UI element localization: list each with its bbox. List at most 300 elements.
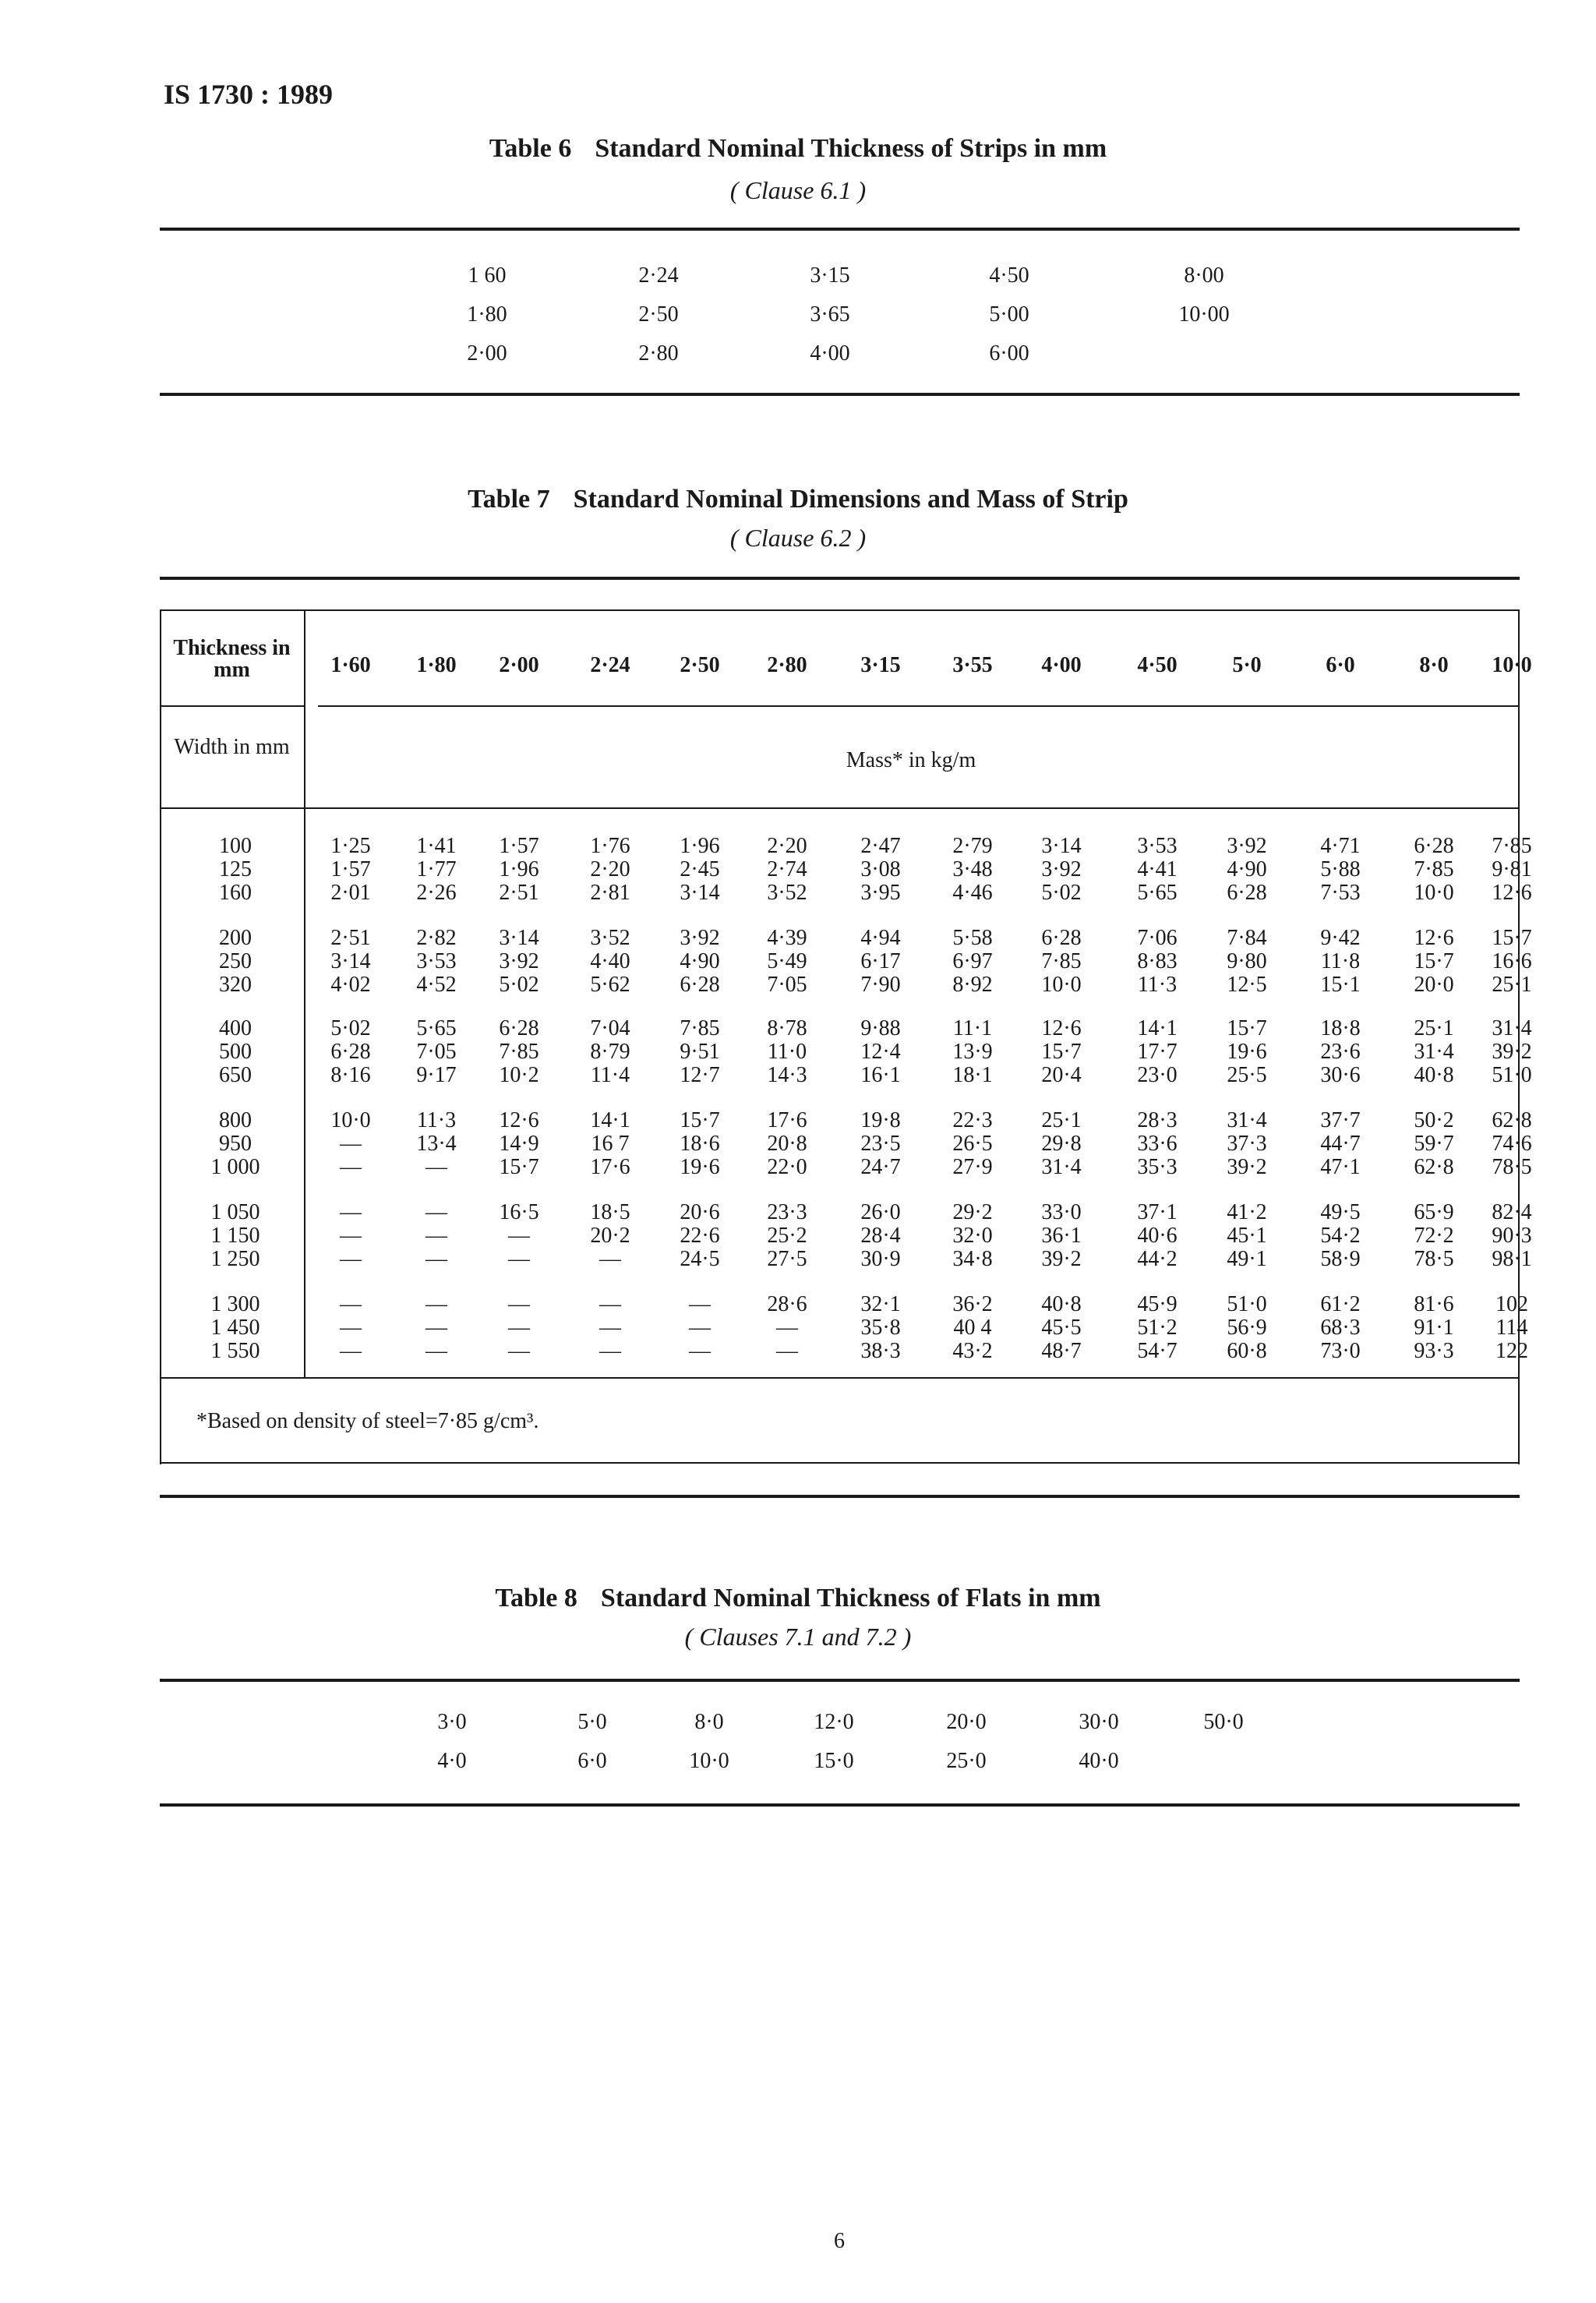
mass-cell: 14·1 — [1137, 1016, 1178, 1040]
page-number: 6 — [834, 2229, 845, 2253]
table6-cell: 2·50 — [638, 302, 679, 327]
mass-cell: 33·6 — [1137, 1132, 1178, 1156]
mass-cell: 6·28 — [1041, 926, 1082, 950]
table8-label: Table 8 — [495, 1584, 577, 1612]
table8-cell: 12·0 — [814, 1710, 854, 1734]
mass-cell: — — [340, 1224, 362, 1248]
mass-cell: 6·28 — [680, 973, 720, 997]
thickness-col-header: 5·0 — [1232, 653, 1262, 677]
mass-cell: 5·49 — [767, 949, 807, 973]
mass-cell: 7·05 — [416, 1040, 457, 1064]
mass-cell: — — [689, 1339, 711, 1363]
table8-title: Standard Nominal Thickness of Flats in mm — [600, 1584, 1101, 1612]
mass-cell: 17·6 — [767, 1108, 807, 1132]
mass-cell: 11·4 — [590, 1063, 630, 1087]
mass-cell: 3·48 — [952, 857, 993, 881]
mass-cell: 1·57 — [330, 857, 371, 881]
mass-cell: — — [340, 1316, 362, 1340]
mass-cell: 37·3 — [1227, 1132, 1267, 1156]
mass-cell: 2·20 — [767, 834, 807, 858]
mass-cell: 1·76 — [590, 834, 630, 858]
mass-cell: 51·2 — [1137, 1316, 1178, 1340]
mass-cell: 2·26 — [416, 881, 457, 905]
mass-cell: 2·82 — [416, 926, 457, 950]
mass-cell: 1·77 — [416, 857, 457, 881]
mass-cell: — — [689, 1292, 711, 1316]
mass-cell: — — [776, 1316, 798, 1340]
table7-frame-top — [160, 609, 1520, 611]
mass-cell: 2·51 — [330, 926, 371, 950]
mass-cell: 43·2 — [952, 1339, 993, 1363]
mass-cell: 12·6 — [1041, 1016, 1082, 1040]
mass-cell: 8·83 — [1137, 949, 1178, 973]
mass-cell: 39·2 — [1492, 1040, 1532, 1064]
mass-cell: 3·53 — [416, 949, 457, 973]
mass-cell: 3·52 — [590, 926, 630, 950]
table6-cell: 2·80 — [638, 341, 679, 366]
mass-cell: 23·0 — [1137, 1063, 1178, 1087]
width-cell: 950 — [219, 1132, 252, 1156]
table6-cell: 10·00 — [1178, 302, 1230, 327]
mass-cell: 25·1 — [1414, 1016, 1454, 1040]
mass-cell: 2·51 — [499, 881, 539, 905]
mass-cell: 7·05 — [767, 973, 807, 997]
width-cell: 160 — [219, 881, 252, 905]
mass-cell: 40 4 — [953, 1316, 992, 1340]
mass-cell: 3·52 — [767, 881, 807, 905]
mass-cell: 3·14 — [1041, 834, 1082, 858]
mass-cell: 1·57 — [499, 834, 539, 858]
mass-cell: 5·02 — [330, 1016, 371, 1040]
mass-cell: — — [425, 1155, 447, 1179]
mass-cell: 98·1 — [1492, 1247, 1532, 1271]
table6-top-rule — [160, 228, 1520, 231]
mass-cell: 31·4 — [1041, 1155, 1082, 1179]
table6-cell: 1 60 — [468, 263, 507, 288]
table7-title: Standard Nominal Dimensions and Mass of Strip — [573, 485, 1128, 514]
mass-cell: 12·6 — [1492, 881, 1532, 905]
mass-cell: — — [425, 1200, 447, 1224]
mass-cell: 10·0 — [330, 1108, 371, 1132]
mass-cell: — — [508, 1224, 530, 1248]
table7-clause: ( Clause 6.2 ) — [729, 524, 867, 552]
mass-cell: 27·5 — [767, 1247, 807, 1271]
mass-cell: 20·6 — [680, 1200, 720, 1224]
mass-cell: 7·84 — [1227, 926, 1267, 950]
mass-cell: 15·7 — [1492, 926, 1532, 950]
table6-cell: 8·00 — [1184, 263, 1224, 288]
mass-cell: 58·9 — [1320, 1247, 1361, 1271]
table7-bottom-rule — [160, 1495, 1520, 1498]
table8-cell: 5·0 — [577, 1710, 607, 1734]
table7-footnote: *Based on density of steel=7·85 g/cm³. — [196, 1409, 539, 1433]
width-cell: 1 450 — [210, 1316, 260, 1340]
mass-cell: 78·5 — [1414, 1247, 1454, 1271]
mass-cell: 6·28 — [1227, 881, 1267, 905]
mass-cell: 34·8 — [952, 1247, 993, 1271]
mass-cell: 5·88 — [1320, 857, 1361, 881]
mass-cell: 4·52 — [416, 973, 457, 997]
table6-caption — [0, 134, 1596, 164]
mass-cell: 31·4 — [1227, 1108, 1267, 1132]
table6-cell: 4·00 — [810, 341, 850, 366]
mass-cell: 31·4 — [1492, 1016, 1532, 1040]
mass-cell: 39·2 — [1227, 1155, 1267, 1179]
mass-cell: 102 — [1495, 1292, 1528, 1316]
table8-cell: 8·0 — [694, 1710, 724, 1734]
mass-cell: 25·2 — [767, 1224, 807, 1248]
table7-stub-rule — [160, 705, 304, 707]
mass-cell: 10·0 — [1414, 881, 1454, 905]
mass-cell: 28·3 — [1137, 1108, 1178, 1132]
mass-cell: 38·3 — [860, 1339, 901, 1363]
mass-cell: 91·1 — [1414, 1316, 1454, 1340]
mass-cell: 28·6 — [767, 1292, 807, 1316]
mass-cell: 4·71 — [1320, 834, 1361, 858]
table7-top-rule — [160, 577, 1520, 580]
mass-cell: 2·47 — [860, 834, 901, 858]
mass-cell: 20·0 — [1414, 973, 1454, 997]
mass-cell: 7·85 — [680, 1016, 720, 1040]
width-cell: 1 250 — [210, 1247, 260, 1271]
thickness-col-header: 2·80 — [767, 653, 807, 677]
mass-cell: 7·85 — [1414, 857, 1454, 881]
mass-cell: 4·41 — [1137, 857, 1178, 881]
mass-cell: 50·2 — [1414, 1108, 1454, 1132]
mass-cell: 22·6 — [680, 1224, 720, 1248]
mass-cell: 6·97 — [952, 949, 993, 973]
mass-cell: 15·7 — [499, 1155, 539, 1179]
mass-cell: 26·0 — [860, 1200, 901, 1224]
mass-cell: 10·2 — [499, 1063, 539, 1087]
mass-cell: 3·92 — [499, 949, 539, 973]
mass-cell: 35·3 — [1137, 1155, 1178, 1179]
table8-cell: 6·0 — [577, 1749, 607, 1773]
table8-top-rule — [160, 1679, 1520, 1682]
mass-cell: 18·8 — [1320, 1016, 1361, 1040]
mass-cell: 32·0 — [952, 1224, 993, 1248]
table8-bottom-rule — [160, 1803, 1520, 1807]
mass-cell: 15·7 — [1414, 949, 1454, 973]
table7-frame-left — [160, 609, 161, 1464]
mass-cell: 3·53 — [1137, 834, 1178, 858]
mass-cell: — — [340, 1247, 362, 1271]
mass-cell: 20·8 — [767, 1132, 807, 1156]
thickness-col-header: 2·50 — [680, 653, 720, 677]
mass-cell: 8·92 — [952, 973, 993, 997]
mass-cell: — — [425, 1292, 447, 1316]
mass-cell: 36·2 — [952, 1292, 993, 1316]
mass-cell: 45·9 — [1137, 1292, 1178, 1316]
thickness-col-header: 1·60 — [330, 653, 371, 677]
mass-cell: 7·85 — [1492, 834, 1532, 858]
table8-cell: 3·0 — [437, 1710, 467, 1734]
mass-cell: 4·40 — [590, 949, 630, 973]
mass-cell: 39·2 — [1041, 1247, 1082, 1271]
mass-cell: 26·5 — [952, 1132, 993, 1156]
mass-cell: 3·92 — [1227, 834, 1267, 858]
mass-cell: 23·5 — [860, 1132, 901, 1156]
mass-cell: 12·4 — [860, 1040, 901, 1064]
mass-cell: — — [340, 1155, 362, 1179]
mass-cell: 16 7 — [591, 1132, 630, 1156]
mass-cell: 9·51 — [680, 1040, 720, 1064]
mass-cell: 61·2 — [1320, 1292, 1361, 1316]
mass-cell: 2·81 — [590, 881, 630, 905]
mass-cell: 59·7 — [1414, 1132, 1454, 1156]
mass-cell: 5·62 — [590, 973, 630, 997]
mass-cell: — — [425, 1247, 447, 1271]
mass-cell: 1·96 — [499, 857, 539, 881]
thickness-col-header: 1·80 — [416, 653, 457, 677]
mass-cell: 11·3 — [416, 1108, 457, 1132]
mass-cell: 1·25 — [330, 834, 371, 858]
mass-cell: 24·7 — [860, 1155, 901, 1179]
mass-cell: 78·5 — [1492, 1155, 1532, 1179]
mass-cell: 18·1 — [952, 1063, 993, 1087]
mass-cell: 13·4 — [416, 1132, 457, 1156]
table7-caption — [0, 485, 1596, 514]
mass-cell: 40·6 — [1137, 1224, 1178, 1248]
table7-body-rule — [160, 807, 1518, 809]
mass-cell: 11·1 — [952, 1016, 993, 1040]
mass-cell: 7·90 — [860, 973, 901, 997]
mass-cell: 15·7 — [1041, 1040, 1082, 1064]
mass-cell: 23·3 — [767, 1200, 807, 1224]
mass-cell: — — [425, 1339, 447, 1363]
mass-cell: — — [425, 1224, 447, 1248]
width-cell: 1 050 — [210, 1200, 260, 1224]
mass-cell: 3·14 — [330, 949, 371, 973]
mass-cell: — — [340, 1339, 362, 1363]
mass-cell: 122 — [1495, 1339, 1528, 1363]
mass-cell: 3·92 — [680, 926, 720, 950]
document-id: IS 1730 : 1989 — [164, 79, 334, 110]
mass-cell: 3·95 — [860, 881, 901, 905]
table6-cell: 1·80 — [467, 302, 507, 327]
thickness-col-header: 4·50 — [1137, 653, 1178, 677]
mass-cell: 62·8 — [1492, 1108, 1532, 1132]
table8-cell: 15·0 — [814, 1749, 854, 1773]
width-cell: 1 300 — [210, 1292, 260, 1316]
table8-cell: 10·0 — [689, 1749, 729, 1773]
mass-cell: 7·85 — [499, 1040, 539, 1064]
mass-cell: 4·94 — [860, 926, 901, 950]
table7-foot-rule — [160, 1377, 1518, 1379]
mass-cell: 44·7 — [1320, 1132, 1361, 1156]
mass-cell: 44·2 — [1137, 1247, 1178, 1271]
mass-cell: 54·7 — [1137, 1339, 1178, 1363]
mass-cell: 18·5 — [590, 1200, 630, 1224]
mass-cell: 5·02 — [1041, 881, 1082, 905]
thickness-col-header: 6·0 — [1326, 653, 1355, 677]
mass-cell: 51·0 — [1492, 1063, 1532, 1087]
mass-cell: 30·6 — [1320, 1063, 1361, 1087]
mass-cell: 3·14 — [680, 881, 720, 905]
mass-cell: 74·6 — [1492, 1132, 1532, 1156]
mass-cell: 2·45 — [680, 857, 720, 881]
mass-cell: 37·1 — [1137, 1200, 1178, 1224]
mass-cell: 41·2 — [1227, 1200, 1267, 1224]
mass-cell: 6·28 — [1414, 834, 1454, 858]
width-cell: 1 550 — [210, 1339, 260, 1363]
mass-cell: — — [508, 1292, 530, 1316]
mass-cell: 19·8 — [860, 1108, 901, 1132]
mass-cell: 10·0 — [1041, 973, 1082, 997]
thickness-col-header: 8·0 — [1419, 653, 1449, 677]
mass-cell: 33·0 — [1041, 1200, 1082, 1224]
table7-stub-divider — [304, 609, 305, 1377]
mass-cell: 36·1 — [1041, 1224, 1082, 1248]
table8-cell: 20·0 — [946, 1710, 987, 1734]
mass-cell: 30·9 — [860, 1247, 901, 1271]
mass-cell: 25·1 — [1492, 973, 1532, 997]
table6-cell: 3·15 — [810, 263, 850, 288]
mass-cell: 28·4 — [860, 1224, 901, 1248]
mass-cell: 19·6 — [680, 1155, 720, 1179]
width-cell: 250 — [219, 949, 252, 973]
mass-cell: 19·6 — [1227, 1040, 1267, 1064]
mass-cell: 25·5 — [1227, 1063, 1267, 1087]
mass-cell: 48·7 — [1041, 1339, 1082, 1363]
mass-cell: 4·90 — [680, 949, 720, 973]
mass-cell: 5·02 — [499, 973, 539, 997]
mass-cell: 60·8 — [1227, 1339, 1267, 1363]
mass-cell: 5·65 — [416, 1016, 457, 1040]
mass-cell: 73·0 — [1320, 1339, 1361, 1363]
thickness-col-header: 2·24 — [590, 653, 630, 677]
mass-cell: 40·8 — [1414, 1063, 1454, 1087]
mass-cell: 15·7 — [680, 1108, 720, 1132]
mass-cell: 2·01 — [330, 881, 371, 905]
mass-cell: 35·8 — [860, 1316, 901, 1340]
mass-cell: — — [340, 1292, 362, 1316]
mass-cell: 9·81 — [1492, 857, 1532, 881]
mass-cell: 12·6 — [1414, 926, 1454, 950]
mass-cell: 49·5 — [1320, 1200, 1361, 1224]
mass-cell: 9·42 — [1320, 926, 1361, 950]
mass-cell: 12·5 — [1227, 973, 1267, 997]
width-cell: 100 — [219, 834, 252, 858]
width-cell: 1 150 — [210, 1224, 260, 1248]
mass-cell: 47·1 — [1320, 1155, 1361, 1179]
table8-cell: 25·0 — [946, 1749, 987, 1773]
mass-cell: 3·08 — [860, 857, 901, 881]
mass-cell: 12·6 — [499, 1108, 539, 1132]
mass-cell: 31·4 — [1414, 1040, 1454, 1064]
mass-header: Mass* in kg/m — [846, 748, 976, 772]
table6-title: Standard Nominal Thickness of Strips in mm — [595, 134, 1107, 163]
mass-cell: 18·6 — [680, 1132, 720, 1156]
mass-cell: 14·3 — [767, 1063, 807, 1087]
mass-cell: 8·79 — [590, 1040, 630, 1064]
mass-cell: 2·20 — [590, 857, 630, 881]
mass-cell: 5·58 — [952, 926, 993, 950]
mass-cell: 49·1 — [1227, 1247, 1267, 1271]
mass-cell: 22·3 — [952, 1108, 993, 1132]
thickness-col-header: 3·55 — [952, 653, 993, 677]
mass-cell: 9·80 — [1227, 949, 1267, 973]
mass-cell: 14·1 — [590, 1108, 630, 1132]
mass-cell: 56·9 — [1227, 1316, 1267, 1340]
mass-cell: 82·4 — [1492, 1200, 1532, 1224]
table8-clause: ( Clauses 7.1 and 7.2 ) — [684, 1623, 912, 1651]
thickness-col-header: 3·15 — [860, 653, 901, 677]
mass-cell: 14·9 — [499, 1132, 539, 1156]
table8-cell: 30·0 — [1079, 1710, 1119, 1734]
mass-cell: 11·3 — [1137, 973, 1178, 997]
mass-cell: 20·2 — [590, 1224, 630, 1248]
mass-cell: 23·6 — [1320, 1040, 1361, 1064]
mass-cell: 7·85 — [1041, 949, 1082, 973]
mass-cell: 54·2 — [1320, 1224, 1361, 1248]
mass-cell: 11·0 — [767, 1040, 807, 1064]
width-cell: 650 — [219, 1063, 252, 1087]
mass-cell: 45·5 — [1041, 1316, 1082, 1340]
mass-cell: — — [425, 1316, 447, 1340]
mass-cell: 15·7 — [1227, 1016, 1267, 1040]
mass-cell: 40·8 — [1041, 1292, 1082, 1316]
mass-cell: 16·1 — [860, 1063, 901, 1087]
mass-cell: — — [599, 1316, 621, 1340]
mass-cell: 4·02 — [330, 973, 371, 997]
width-cell: 800 — [219, 1108, 252, 1132]
mass-cell: — — [340, 1132, 362, 1156]
mass-cell: 11·8 — [1320, 949, 1361, 973]
width-cell: 200 — [219, 926, 252, 950]
mass-cell: 1·41 — [416, 834, 457, 858]
mass-cell: — — [340, 1200, 362, 1224]
mass-cell: 4·39 — [767, 926, 807, 950]
mass-cell: 6·28 — [499, 1016, 539, 1040]
mass-cell: 29·2 — [952, 1200, 993, 1224]
mass-cell: — — [599, 1339, 621, 1363]
width-cell: 320 — [219, 973, 252, 997]
mass-cell: 4·46 — [952, 881, 993, 905]
mass-cell: — — [599, 1292, 621, 1316]
mass-cell: 81·6 — [1414, 1292, 1454, 1316]
table8-cell: 4·0 — [437, 1749, 467, 1773]
mass-cell: 45·1 — [1227, 1224, 1267, 1248]
mass-cell: 7·06 — [1137, 926, 1178, 950]
mass-cell: 9·88 — [860, 1016, 901, 1040]
mass-cell: 16·5 — [499, 1200, 539, 1224]
mass-cell: 4·90 — [1227, 857, 1267, 881]
mass-cell: 7·53 — [1320, 881, 1361, 905]
width-header: Width in mm — [174, 735, 290, 759]
table8-cell: 50·0 — [1203, 1710, 1244, 1734]
mass-cell: 12·7 — [680, 1063, 720, 1087]
table6-cell: 2·24 — [638, 263, 679, 288]
mass-cell: 51·0 — [1227, 1292, 1267, 1316]
mass-cell: — — [776, 1339, 798, 1363]
table6-bottom-rule — [160, 393, 1520, 396]
mass-cell: 68·3 — [1320, 1316, 1361, 1340]
mass-cell: — — [689, 1316, 711, 1340]
table8-cell: 40·0 — [1079, 1749, 1119, 1773]
mass-cell: 24·5 — [680, 1247, 720, 1271]
table6-cell: 2·00 — [467, 341, 507, 366]
mass-cell: 90·3 — [1492, 1224, 1532, 1248]
table6-clause: ( Clause 6.1 ) — [729, 176, 867, 204]
mass-cell: 5·65 — [1137, 881, 1178, 905]
table6-cell: 5·00 — [989, 302, 1029, 327]
table6-cell: 6·00 — [989, 341, 1029, 366]
mass-cell: 1·96 — [680, 834, 720, 858]
mass-cell: 65·9 — [1414, 1200, 1454, 1224]
mass-cell: — — [508, 1316, 530, 1340]
thickness-col-header: 10·0 — [1492, 653, 1532, 677]
